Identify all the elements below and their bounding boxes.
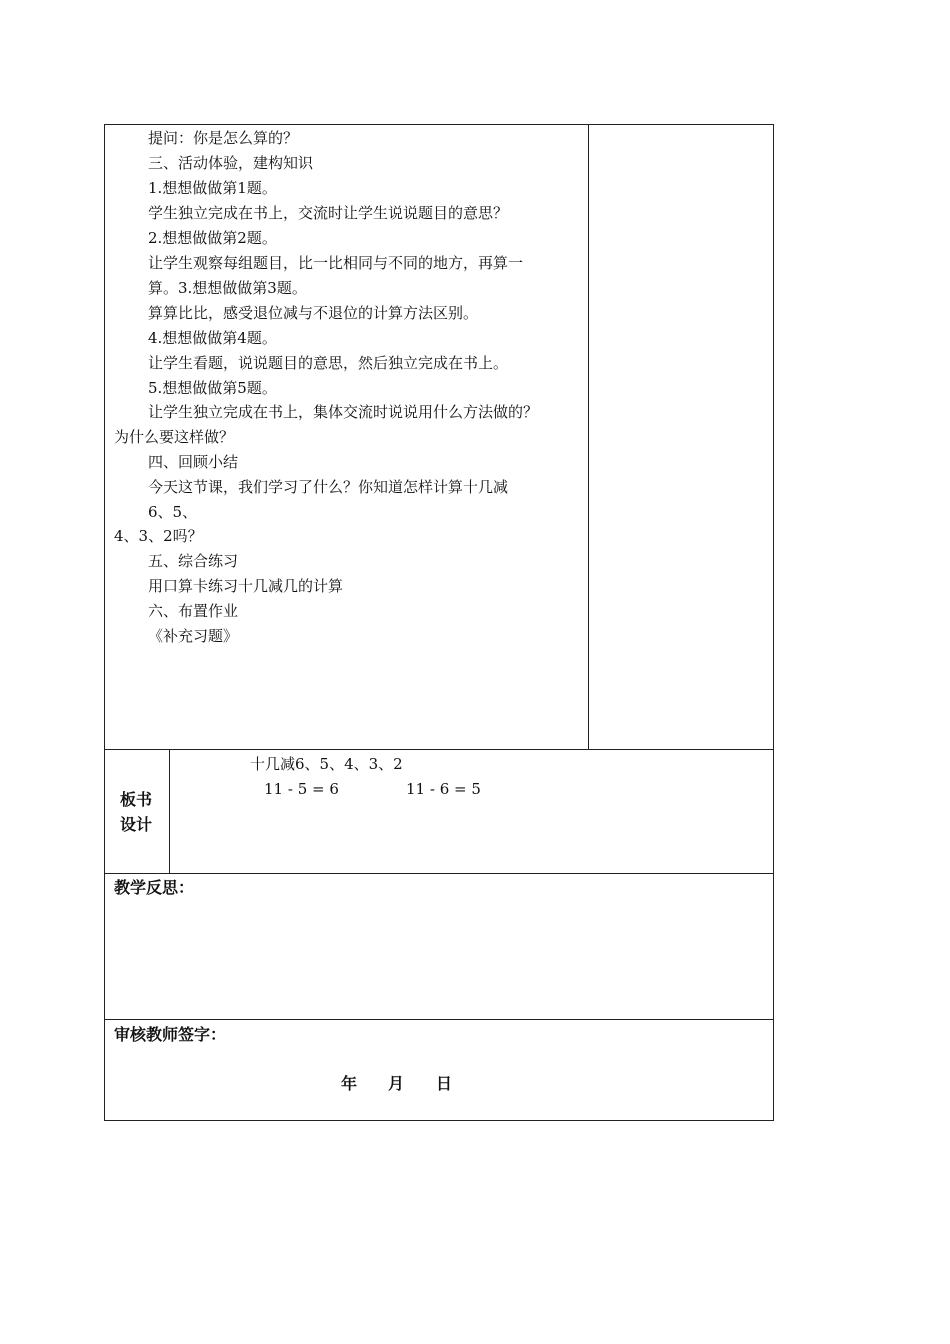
board-label-divider: [169, 749, 170, 873]
board-label-line1: 板书: [120, 790, 153, 809]
lesson-line: 4.想想做做第4题。: [148, 329, 277, 347]
date-day: 日: [436, 1074, 453, 1093]
lesson-line: 6、5、: [148, 503, 198, 521]
lesson-line: 为什么要这样做？: [114, 428, 235, 446]
lesson-line: 算。3.想想做做第3题。: [148, 279, 307, 297]
reflection-label: 教学反思：: [114, 878, 195, 897]
review-label: 审核教师签字：: [114, 1025, 227, 1044]
lesson-line: 三、活动体验，建构知识: [148, 154, 314, 172]
board-label-line2: 设计: [120, 815, 153, 834]
column-divider: [588, 124, 589, 750]
lesson-table: [104, 124, 774, 1121]
lesson-line: 算算比比，感受退位减与不退位的计算方法区别。: [148, 304, 479, 322]
board-equation-1: 11 - 5 = 6: [264, 780, 339, 798]
row-divider-board: [104, 749, 774, 750]
row-divider-reflection: [104, 873, 774, 874]
date-month: 月: [388, 1074, 405, 1093]
lesson-line: 今天这节课，我们学习了什么？你知道怎样计算十几减: [148, 478, 509, 496]
lesson-line: 学生独立完成在书上，交流时让学生说说题目的意思？: [148, 204, 509, 222]
lesson-line: 1.想想做做第1题。: [148, 179, 277, 197]
lesson-line: 让学生观察每组题目，比一比相同与不同的地方，再算一: [148, 254, 524, 272]
date-year: 年: [341, 1074, 358, 1093]
lesson-line: 六、布置作业: [148, 602, 239, 620]
lesson-line: 五、综合练习: [148, 552, 239, 570]
board-equation-2: 11 - 6 = 5: [406, 780, 481, 798]
board-title: 十几减6、5、4、3、2: [250, 755, 403, 773]
lesson-line: 四、回顾小结: [148, 453, 239, 471]
lesson-line: 用口算卡练习十几减几的计算: [148, 577, 344, 595]
lesson-line: 2.想想做做第2题。: [148, 229, 277, 247]
lesson-line: 5.想想做做第5题。: [148, 379, 277, 397]
lesson-line: 让学生看题，说说题目的意思，然后独立完成在书上。: [148, 354, 509, 372]
lesson-line: 提问：你是怎么算的？: [148, 129, 299, 147]
row-divider-review: [104, 1019, 774, 1020]
lesson-line: 让学生独立完成在书上，集体交流时说说用什么方法做的？: [148, 403, 539, 421]
lesson-line: 4、3、2吗？: [114, 527, 203, 545]
lesson-line: 《补充习题》: [148, 627, 239, 645]
